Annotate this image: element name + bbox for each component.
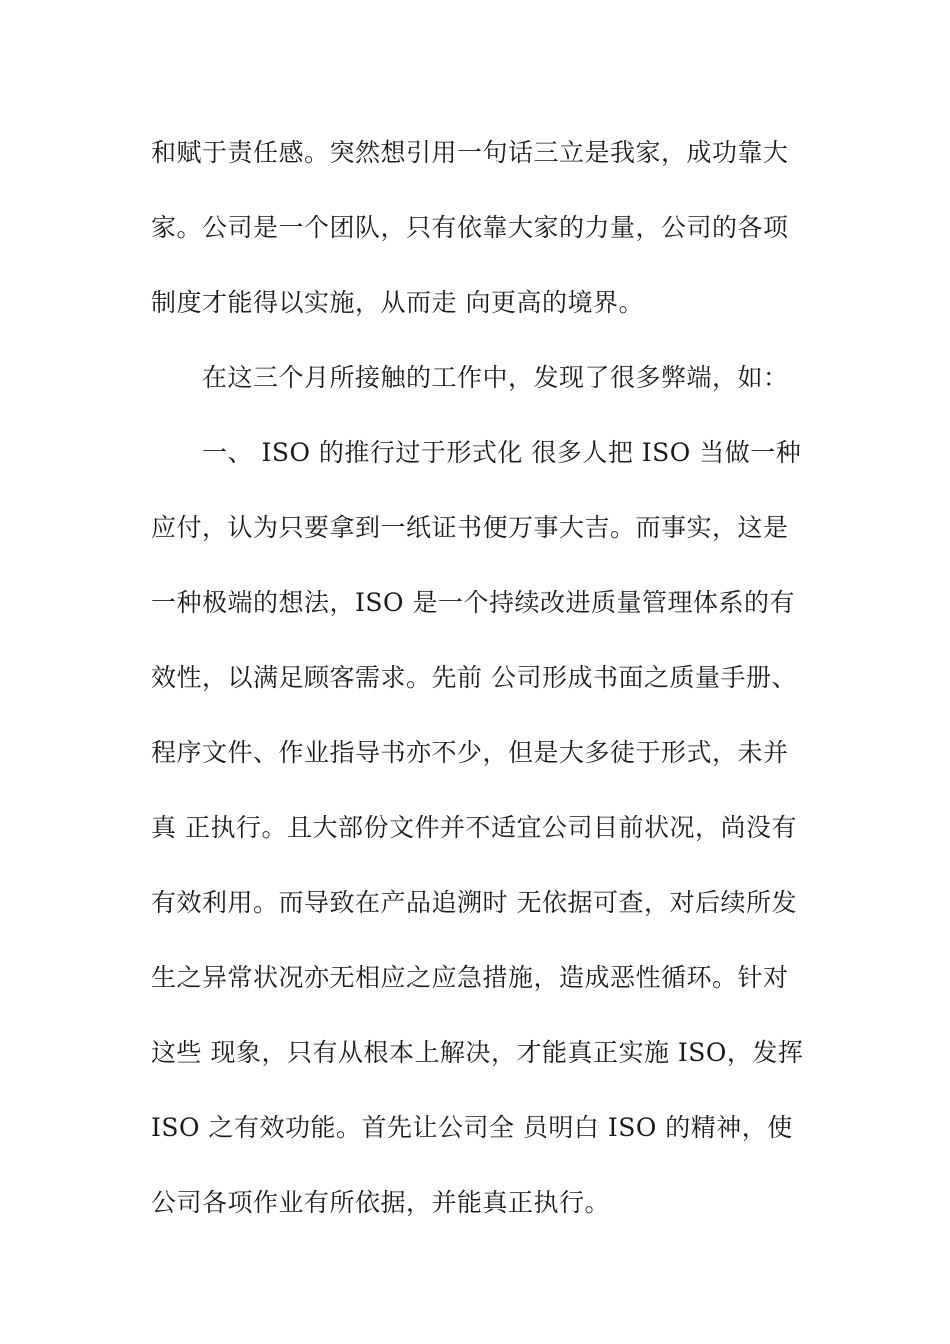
- text-line: 一种极端的想法，ISO 是一个持续改进质量管理体系的有: [151, 588, 795, 617]
- text-line: 在这三个月所接触的工作中，发现了很多弊端，如：: [151, 363, 789, 392]
- text-line: 有效利用。而导致在产品追溯时 无依据可查，对后续所发: [151, 888, 797, 917]
- text-line: 应付，认为只要拿到一纸证书便万事大吉。而事实，这是: [151, 513, 789, 542]
- text-line: 家。公司是一个团队，只有依靠大家的力量，公司的各项: [151, 213, 789, 242]
- text-line: 公司各项作业有所依据，并能真正执行。: [151, 1188, 611, 1217]
- document-body: [151, 128, 811, 1253]
- text-line: 真 正执行。且大部份文件并不适宜公司目前状况，尚没有: [151, 813, 797, 842]
- text-line: 程序文件、作业指导书亦不少，但是大多徒于形式，未并: [151, 738, 789, 767]
- text-line: ISO 之有效功能。首先让公司全 员明白 ISO 的精神，使: [151, 1113, 793, 1142]
- text-line: 一、 ISO 的推行过于形式化 很多人把 ISO 当做一种: [151, 438, 802, 467]
- text-line: 生之异常状况亦无相应之应急措施，造成恶性循环。针对: [151, 963, 789, 992]
- text-line: 这些 现象，只有从根本上解决，才能真正实施 ISO，发挥: [151, 1038, 804, 1067]
- text-line: 制度才能得以实施，从而走 向更高的境界。: [151, 288, 644, 317]
- text-line: 和赋于责任感。突然想引用一句话三立是我家，成功靠大: [151, 138, 789, 167]
- text-line: 效性，以满足顾客需求。先前 公司形成书面之质量手册、: [151, 663, 797, 692]
